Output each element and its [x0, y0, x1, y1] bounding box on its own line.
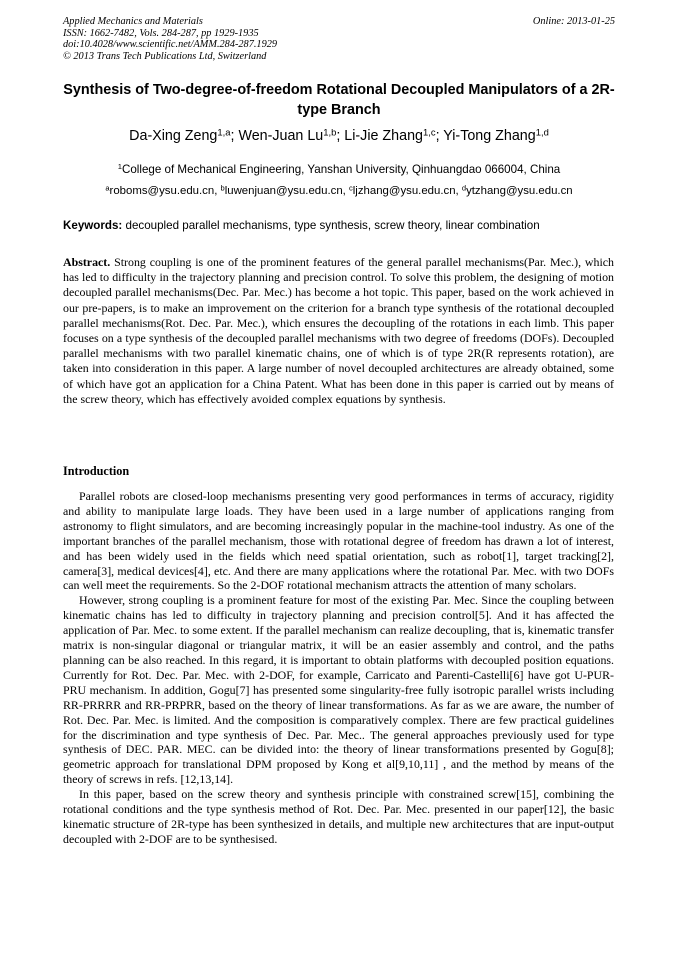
- running-header: [63, 16, 277, 62]
- paragraph: In this paper, based on the screw theory and synthesis principle with constrained screw[15], combining the rotational conditions and the type synthesis method of Rot. Dec. Par. Mec. presented in our paper[12], the basic kinematic structure of 2R-type has been synthesized in details, and multiple new architectures that are input-output decoupled with 2-DOF are to be synthesised.: [63, 787, 614, 846]
- keywords: [63, 218, 540, 234]
- email-item: [221, 185, 349, 197]
- abstract-text: Strong coupling is one of the prominent features of the general parallel mechanisms(Par. Mec.), which has led to difficulty in the trajectory planning and precision control. To solve this problem, the designing of motion decoupled parallel mechanisms(Dec. Par. Mec.) has become a hot topic. This paper, based on the work achieved in our pre-papers, is to make an improvement on the criterion for a branch type synthesis of the rotational decoupled parallel mechanisms(Rot. Dec. Par. Mec.), which ensures the decoupling of the rotations in each limb. This paper focuses on a type synthesis of the decoupled parallel mechanisms with two degree of freedoms (DOFs). Decoupled parallel mechanisms with two parallel kinematic chains, one of which is of type 2R(R represents rotation), are taken into consideration in this paper. A large number of novel decoupled architectures are already obtained, some of which have got an application for a China Patent. What has been done in this paper is carried out by means of the screw theory, which has effectively avoided complex equations by synthesis.: [63, 255, 614, 406]
- email-item: [462, 185, 573, 197]
- author-sup: 1,b: [323, 126, 337, 138]
- issn-line: ISSN: 1662-7482, Vols. 284-287, pp 1929-1935: [63, 27, 259, 39]
- paragraph: However, strong coupling is a prominent feature for most of the existing Par. Mec. Since the coupling between kinematic chains has led to difficulty in trajectory planning and precision control[5]. And it has affected the application of Par. Mec. to some extent. If the parallel mechanism can realize decoupling, that is, kinematic transfer matrix is non-singular diagonal or triangular matrix, it will be an easier assembly and control, and the paths planning can be also reached. In this regard, it is important to obtain platforms with decoupled position equations. Currently for Rot. Dec. Par. Mec. with 2-DOF, for example, Carricato and Parenti-Castelli[6] have got U-PUR-PRU mechanism. In addition, Gogu[7] has presented some singularity-free fully isotropic parallel wrists including RR-PRRRR and RR-PRPRR, based on the theory of linear transformations. As far as we are aware, the number of Rot. Dec. Par. Mec. is limited. And the composition is comparatively complex. There are few practical guidelines for the discrimination and type synthesis of Dec. Par. Mec.. The general approaches previously used for type synthesis of DEC. PAR. MEC. can be divided into: the theory of linear transformations presented by Gogu[8]; geometric approach for translational DPM proposed by Kong et al[9,10,11] , and the method by means of the theory of screws in refs. [12,13,14].: [63, 593, 614, 787]
- email-item: [105, 185, 220, 197]
- author: [129, 128, 238, 144]
- abstract-label: Abstract.: [63, 255, 111, 269]
- online-date: Online: 2013-01-25: [532, 16, 615, 27]
- author: [443, 128, 549, 144]
- affiliation-sup: 1: [117, 162, 122, 172]
- keywords-label: Keywords:: [63, 219, 123, 232]
- author-sup: 1,a: [217, 126, 231, 138]
- copyright-line: © 2013 Trans Tech Publications Ltd, Switzerland: [63, 50, 267, 62]
- email-sup: b: [220, 183, 225, 193]
- section-heading-introduction: Introduction: [63, 464, 130, 478]
- email-separator: ,: [214, 185, 221, 197]
- email-separator: ,: [455, 185, 462, 197]
- paper-title: Synthesis of Two-degree-of-freedom Rotational Decoupled Manipulators of a 2R-type Branch: [63, 82, 615, 118]
- email-sup: d: [461, 183, 467, 193]
- journal-name: Applied Mechanics and Materials: [63, 16, 203, 27]
- author-name: Wen-Juan Lu: [238, 128, 324, 144]
- email-address: ljzhang@ysu.edu.cn: [352, 185, 456, 197]
- author-sup: 1,d: [535, 126, 549, 138]
- author-name: Yi-Tong Zhang: [443, 128, 536, 144]
- email-sup: c: [349, 183, 353, 193]
- author-list: [40, 126, 638, 146]
- email-address: luwenjuan@ysu.edu.cn: [224, 185, 343, 197]
- author-name: Li-Jie Zhang: [344, 128, 423, 144]
- paragraph: Parallel robots are closed-loop mechanisms presenting very good performances in terms of accuracy, rigidity and ability to manipulate large loads. They have been used in a large number of applications ranging from astronomy to flight simulators, and are becoming increasingly popular in the machine-tool industry. As one of the important branches of the parallel mechanism, those with rotational degree of freedom has drawn a lot of interest, and has been widely used in the fields which need spatial orientation, such as robot[1], target tracking[2], camera[3], medical devices[4], etc. And there are many applications where the rotational Par. Mec. with two DOFs can well meet the requirements. So the 2-DOF rotational mechanism attracts the attention of many scholars.: [63, 489, 614, 593]
- email-list: [30, 183, 648, 199]
- doi-line: doi:10.4028/www.scientific.net/AMM.284-287.1929: [63, 39, 278, 51]
- keywords-text: decoupled parallel mechanisms, type synthesis, screw theory, linear combination: [125, 219, 540, 232]
- author-separator: ;: [435, 128, 444, 144]
- abstract: [63, 255, 614, 407]
- email-sup: a: [105, 183, 110, 193]
- author: [344, 128, 443, 144]
- author: [238, 128, 344, 144]
- author-separator: ;: [230, 128, 239, 144]
- email-address: roboms@ysu.edu.cn: [109, 185, 215, 197]
- author-name: Da-Xing Zeng: [129, 128, 218, 144]
- introduction-body: [63, 489, 614, 847]
- email-item: [349, 185, 462, 197]
- author-sup: 1,c: [422, 126, 436, 138]
- email-separator: ,: [342, 185, 350, 197]
- email-address: ytzhang@ysu.edu.cn: [466, 185, 573, 197]
- affiliation-text: College of Mechanical Engineering, Yanshan University, Qinhuangdao 066004, China: [121, 163, 561, 176]
- author-separator: ;: [336, 128, 345, 144]
- affiliation: [40, 162, 638, 178]
